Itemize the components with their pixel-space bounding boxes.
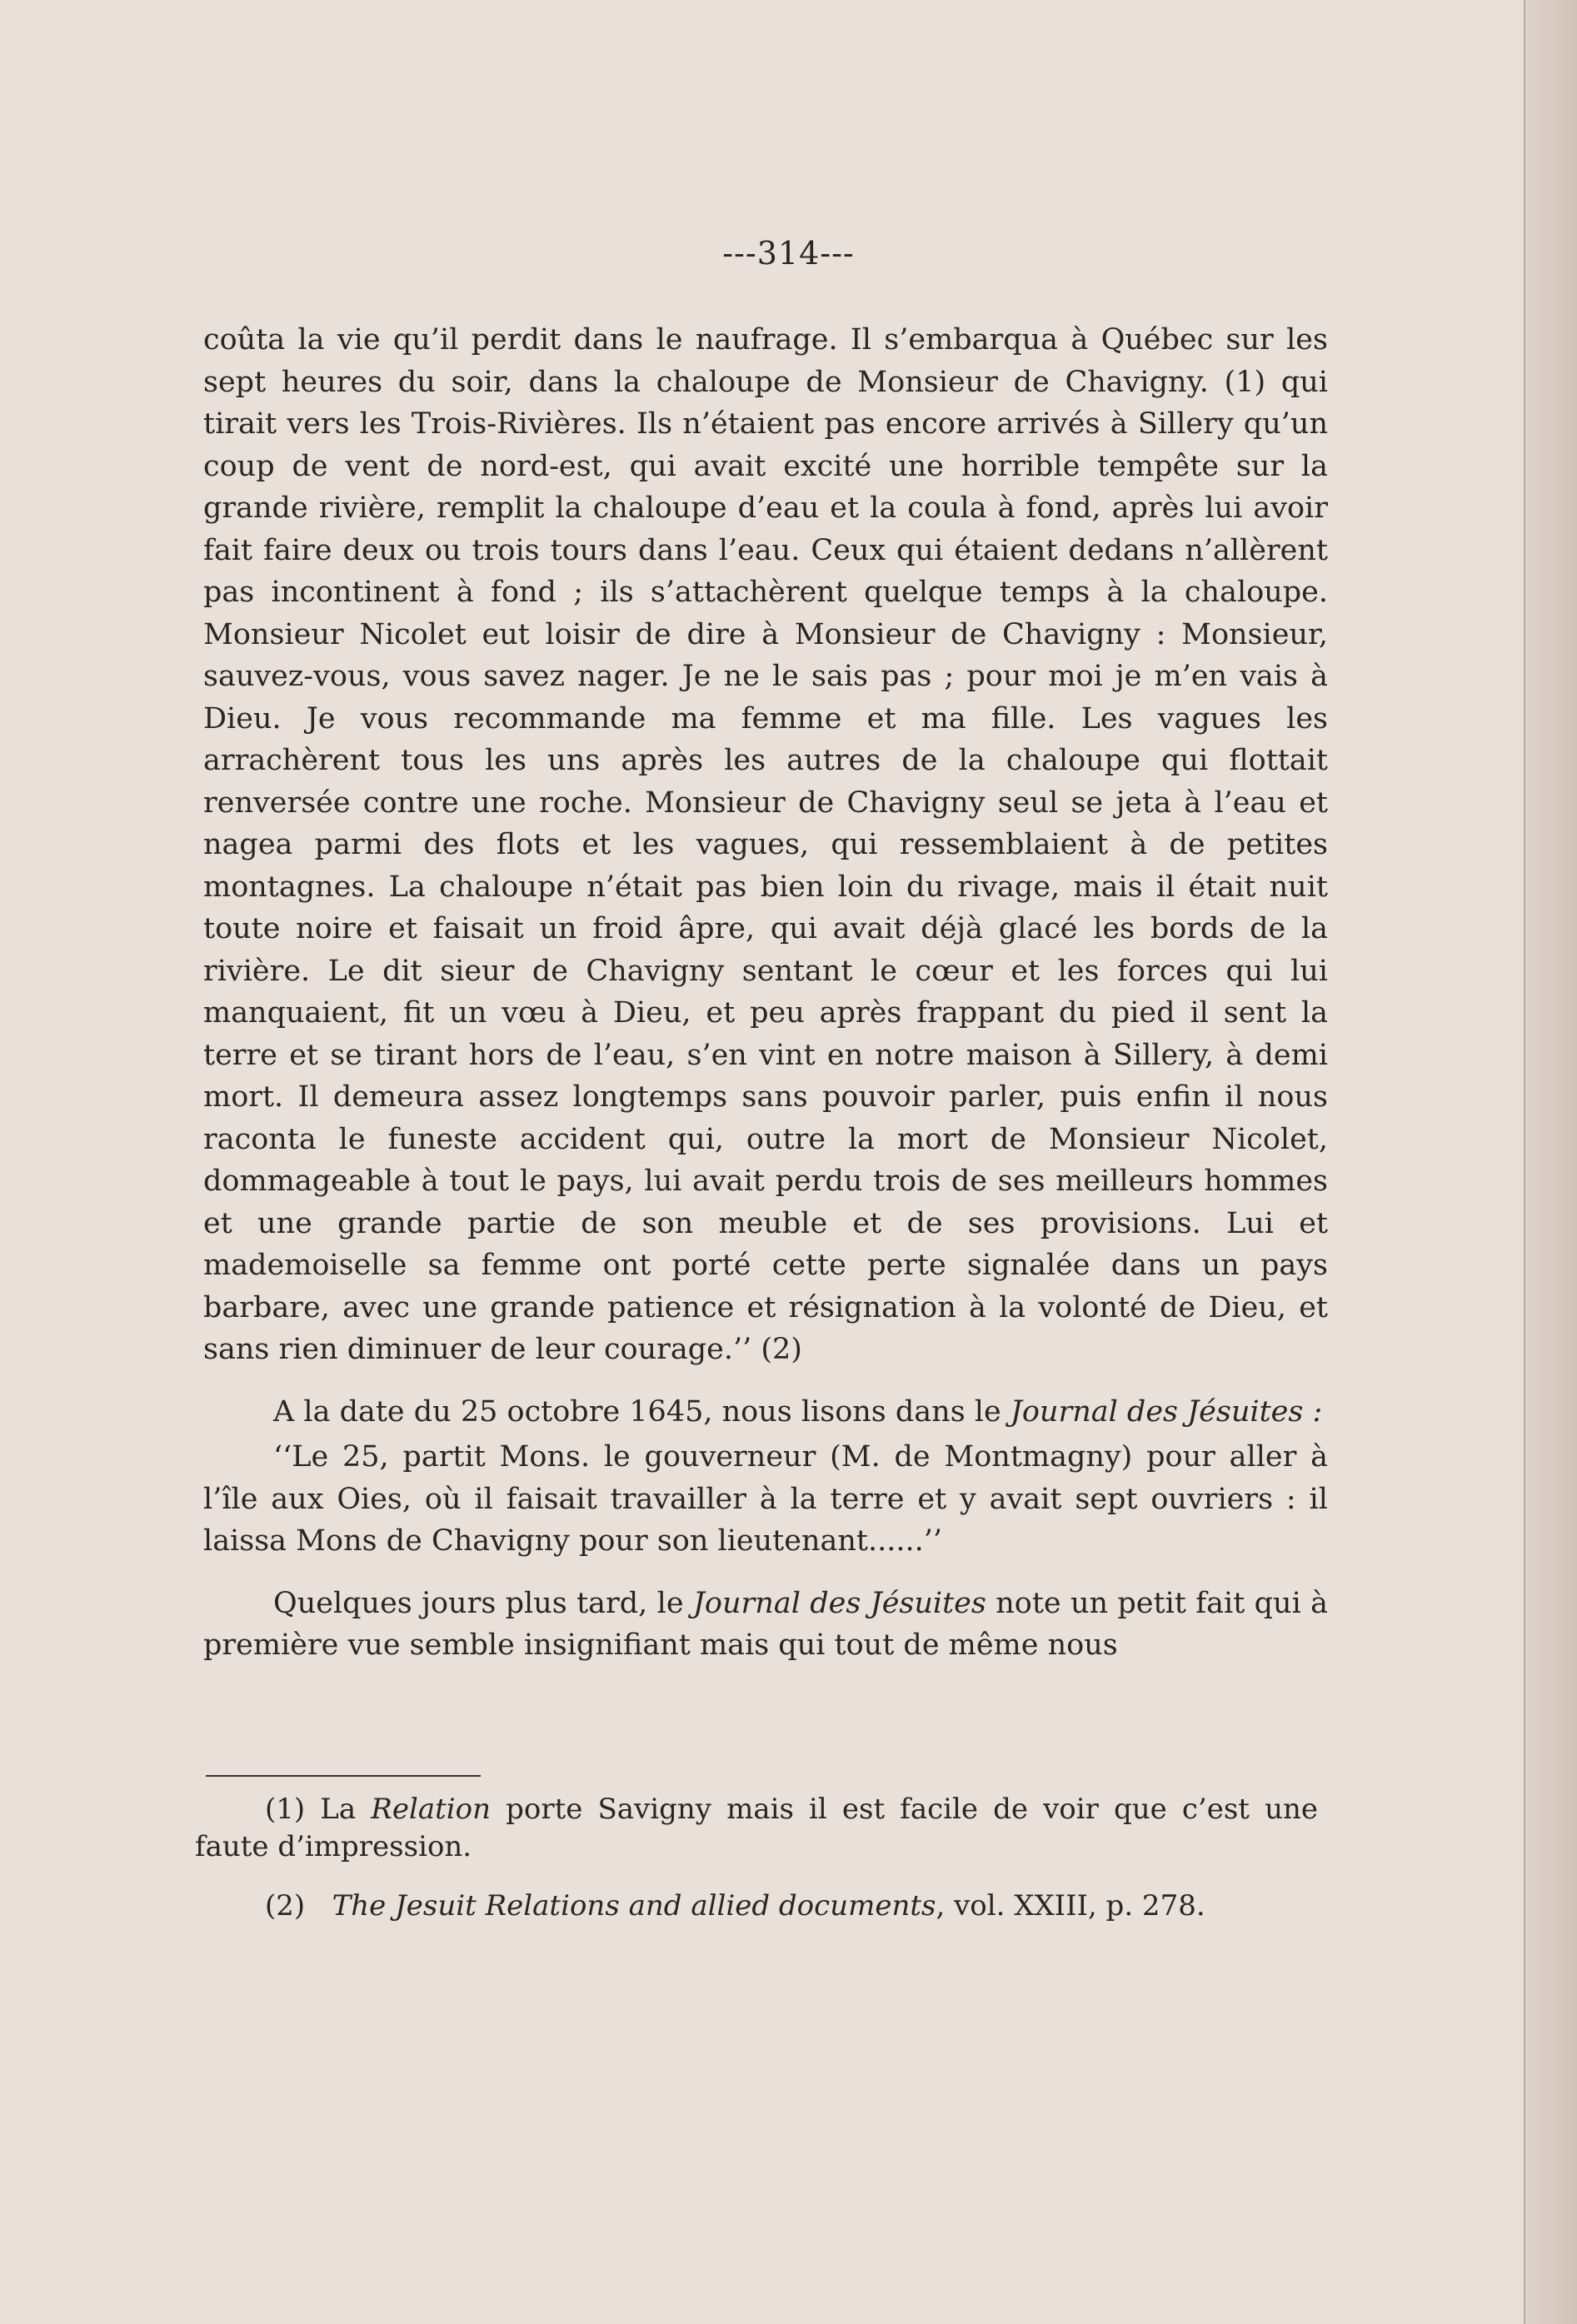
footnote-rule <box>206 1775 481 1777</box>
paragraph-text: Quelques jours plus tard, le <box>273 1586 693 1620</box>
paragraph-text: note un petit fait qui à première vue semble insignifiant mais qui tout de même nous <box>203 1586 1328 1662</box>
footnote-2 <box>195 1888 1318 1925</box>
paragraph-text: A la date du 25 octobre 1645, nous lisons dans le <box>273 1394 1011 1429</box>
footnotes <box>195 1791 1318 1925</box>
book-title: The Jesuit Relations and allied documents <box>332 1889 936 1923</box>
paragraph <box>203 1583 1328 1667</box>
page-number: ---314--- <box>722 235 855 272</box>
footnote-text: La <box>305 1793 372 1826</box>
footnote-1 <box>195 1791 1318 1866</box>
page-edge <box>1524 0 1577 2324</box>
quotation: ‘‘Le 25, partit Mons. le gouverneur (M. de Montmagny) pour aller à l’île aux Oies, où il faisait travailler à la terre et y avait sept ouvriers : il laissa Mons de Chavigny pour son lieutenant......’’ <box>203 1440 1328 1558</box>
paragraph <box>203 1391 1328 1434</box>
journal-title: Journal des Jésuites <box>692 1586 986 1620</box>
journal-title: Journal des Jésuites : <box>1010 1394 1323 1429</box>
relation-title: Relation <box>371 1793 492 1826</box>
footnote-text: porte Savigny mais il est facile de voir que c’est une faute d’impression. <box>195 1793 1318 1863</box>
body-text <box>203 319 1328 1667</box>
paragraph: coûta la vie qu’il perdit dans le naufrage. Il s’embarqua à Québec sur les sept heures du soir, dans la chaloupe de Monsieur de Chavigny. (1) qui tirait vers les Trois-Rivières. Ils n’étaient pas encore arrivés à Sillery qu’un coup de vent de nord-est, qui avait excité une horrible tempête sur la grande rivière, remplit la chaloupe d’eau et la coula à fond, après lui avoir fait faire deux ou trois tours dans l’eau. Ceux qui étaient dedans n’allèrent pas incontinent à fond ; ils s’attachèrent quelque temps à la chaloupe. Monsieur Nicolet eut loisir de dire à Monsieur de Chavigny : Monsieur, sauvez-vous, vous savez nager. Je ne le sais pas ; pour moi je m’en vais à Dieu. Je vous recommande ma femme et ma fille. Les vagues les arrachèrent tous les uns après les autres de la chaloupe qui flottait renversée contre une roche. Monsieur de Chavigny seul se jeta à l’eau et nagea parmi des flots et les vagues, qui ressemblaient à de petites montagnes. La chaloupe n’était pas bien loin du rivage, mais il était nuit toute noire et faisait un froid âpre, qui avait déjà glacé les bords de la rivière. Le dit sieur de Chavigny sentant le cœur et les forces qui lui manquaient, fit un vœu à Dieu, et peu après frappant du pied il sent la terre et se tirant hors de l’eau, s’en vint en notre maison à Sillery, à demi mort. Il demeura assez longtemps sans pouvoir parler, puis enfin il nous raconta le funeste accident qui, outre la mort de Monsieur Nicolet, dommageable à tout le pays, lui avait perdu trois de ses meilleurs hommes et une grande partie de son meuble et de ses provisions. Lui et mademoiselle sa femme ont porté cette perte signalée dans un pays barbare, avec une grande patience et résignation à la volonté de Dieu, et sans rien diminuer de leur courage.’’ (2) <box>203 323 1328 1366</box>
footnote-text: , vol. XXIII, p. 278. <box>936 1889 1205 1923</box>
footnote-marker: (1) <box>265 1793 306 1826</box>
footnote-marker: (2) <box>265 1889 306 1923</box>
